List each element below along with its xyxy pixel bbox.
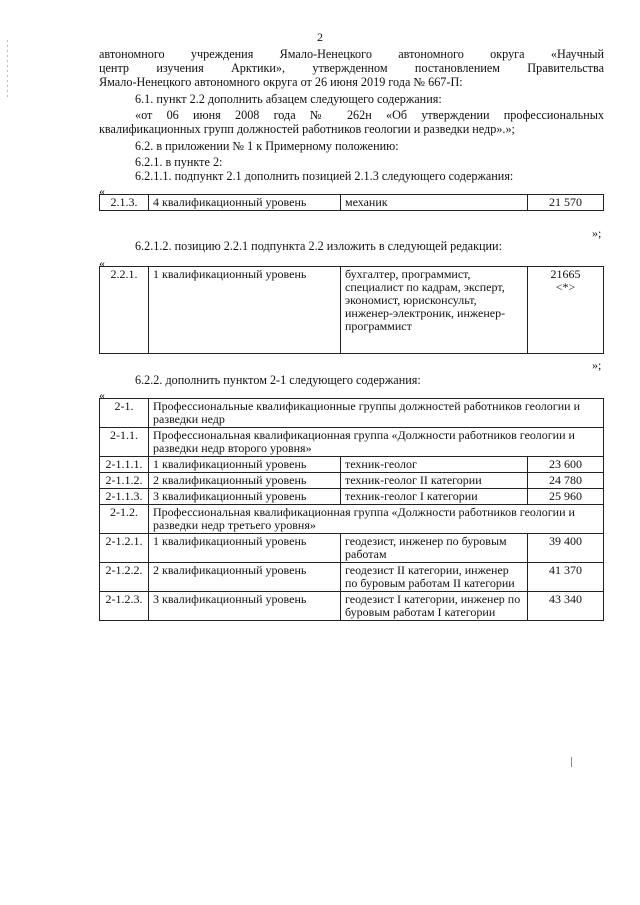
cell-level: 2 квалификационный уровень: [149, 563, 341, 592]
cell-number: 2-1.1.1.: [100, 457, 149, 473]
group-row: [100, 505, 604, 534]
cell-level: 1 квалификационный уровень: [149, 534, 341, 563]
close-quote-2: »;: [592, 358, 602, 372]
cell-level: 1 квалификационный уровень: [149, 457, 341, 473]
table-row: [100, 563, 604, 592]
intro-line-3: Ямало-Ненецкого автономного округа от 26 июня 2019 года № 667-П:: [99, 75, 463, 89]
quote-6-1-line-2: квалификационных групп должностей работников геологии и разведки недр».»;: [99, 122, 515, 136]
cell-position: бухгалтер, программист, специалист по кадрам, эксперт, экономист, юрисконсульт, инженер-электроник, инженер-программист: [341, 267, 528, 354]
cell-salary: 23 600: [528, 457, 604, 473]
paragraph-6-1: 6.1. пункт 2.2 дополнить абзацем следующего содержания:: [135, 92, 442, 106]
cell-position: техник-геолог II категории: [341, 473, 528, 489]
cell-position: геодезист II категории, инженер по буровым работам II категории: [341, 563, 528, 592]
group-title: Профессиональные квалификационные группы должностей работников геологии и разведки недр: [149, 399, 604, 428]
group-title: Профессиональная квалификационная группа «Должности работников геологии и разведки недр второго уровня»: [149, 428, 604, 457]
cell-number: 2.2.1.: [100, 267, 149, 354]
cell-salary: 41 370: [528, 563, 604, 592]
table-2-1-3: [99, 194, 604, 211]
cell-level: 3 квалификационный уровень: [149, 489, 341, 505]
table-2-2-1: [99, 266, 604, 354]
cell-position: техник-геолог I категории: [341, 489, 528, 505]
cell-level: 3 квалификационный уровень: [149, 592, 341, 621]
paragraph-6-2: 6.2. в приложении № 1 к Примерному положению:: [135, 139, 399, 153]
table-row: [100, 457, 604, 473]
table-row: [100, 267, 604, 354]
paragraph-6-2-1-1: 6.2.1.1. подпункт 2.1 дополнить позицией 2.1.3 следующего содержания:: [135, 169, 514, 183]
open-quote-2: «: [99, 256, 105, 270]
paragraph-6-2-1-2: 6.2.1.2. позицию 2.2.1 подпункта 2.2 изложить в следующей редакции:: [135, 239, 502, 253]
cell-position: механик: [341, 195, 528, 211]
intro-line-2: центр изучения Арктики», утвержденном постановлением Правительства: [99, 61, 604, 75]
group-number: 2-1.1.: [100, 428, 149, 457]
cell-number: 2.1.3.: [100, 195, 149, 211]
cell-position: техник-геолог: [341, 457, 528, 473]
cell-level: 2 квалификационный уровень: [149, 473, 341, 489]
cell-number: 2-1.1.3.: [100, 489, 149, 505]
group-number: 2-1.: [100, 399, 149, 428]
salary-footnote-mark: <*>: [555, 280, 576, 294]
table-2-1: [99, 398, 604, 621]
group-title: Профессиональная квалификационная группа «Должности работников геологии и разведки недр третьего уровня»: [149, 505, 604, 534]
cell-position: геодезист I категории, инженер по буровым работам I категории: [341, 592, 528, 621]
group-row: [100, 428, 604, 457]
cell-number: 2-1.2.2.: [100, 563, 149, 592]
cell-number: 2-1.2.1.: [100, 534, 149, 563]
scan-margin-dots: [7, 40, 8, 100]
page-number: 2: [317, 30, 323, 44]
table-row: [100, 195, 604, 211]
cell-salary: 39 400: [528, 534, 604, 563]
paragraph-6-2-2: 6.2.2. дополнить пунктом 2-1 следующего содержания:: [135, 373, 421, 387]
table-row: [100, 473, 604, 489]
cell-level: 4 квалификационный уровень: [149, 195, 341, 211]
table-row: [100, 592, 604, 621]
group-row: [100, 399, 604, 428]
salary-value: 21665: [550, 267, 581, 281]
cell-level: 1 квалификационный уровень: [149, 267, 341, 354]
cell-salary: 43 340: [528, 592, 604, 621]
cell-salary: 25 960: [528, 489, 604, 505]
intro-line-1: автономного учреждения Ямало-Ненецкого автономного округа «Научный: [99, 47, 604, 61]
table-row: [100, 534, 604, 563]
cell-number: 2-1.2.3.: [100, 592, 149, 621]
cell-salary: 24 780: [528, 473, 604, 489]
cell-number: 2-1.1.2.: [100, 473, 149, 489]
open-quote-3: «: [99, 388, 105, 402]
cell-position: геодезист, инженер по буровым работам: [341, 534, 528, 563]
close-quote-1: »;: [592, 226, 602, 240]
cell-salary: [528, 267, 604, 354]
scan-mark: [571, 757, 572, 767]
cell-salary: 21 570: [528, 195, 604, 211]
open-quote-1: «: [99, 184, 105, 198]
paragraph-6-2-1: 6.2.1. в пункте 2:: [135, 155, 223, 169]
group-number: 2-1.2.: [100, 505, 149, 534]
quote-6-1-line-1: «от 06 июня 2008 года № 262н «Об утверждении профессиональных: [135, 108, 604, 122]
table-row: [100, 489, 604, 505]
